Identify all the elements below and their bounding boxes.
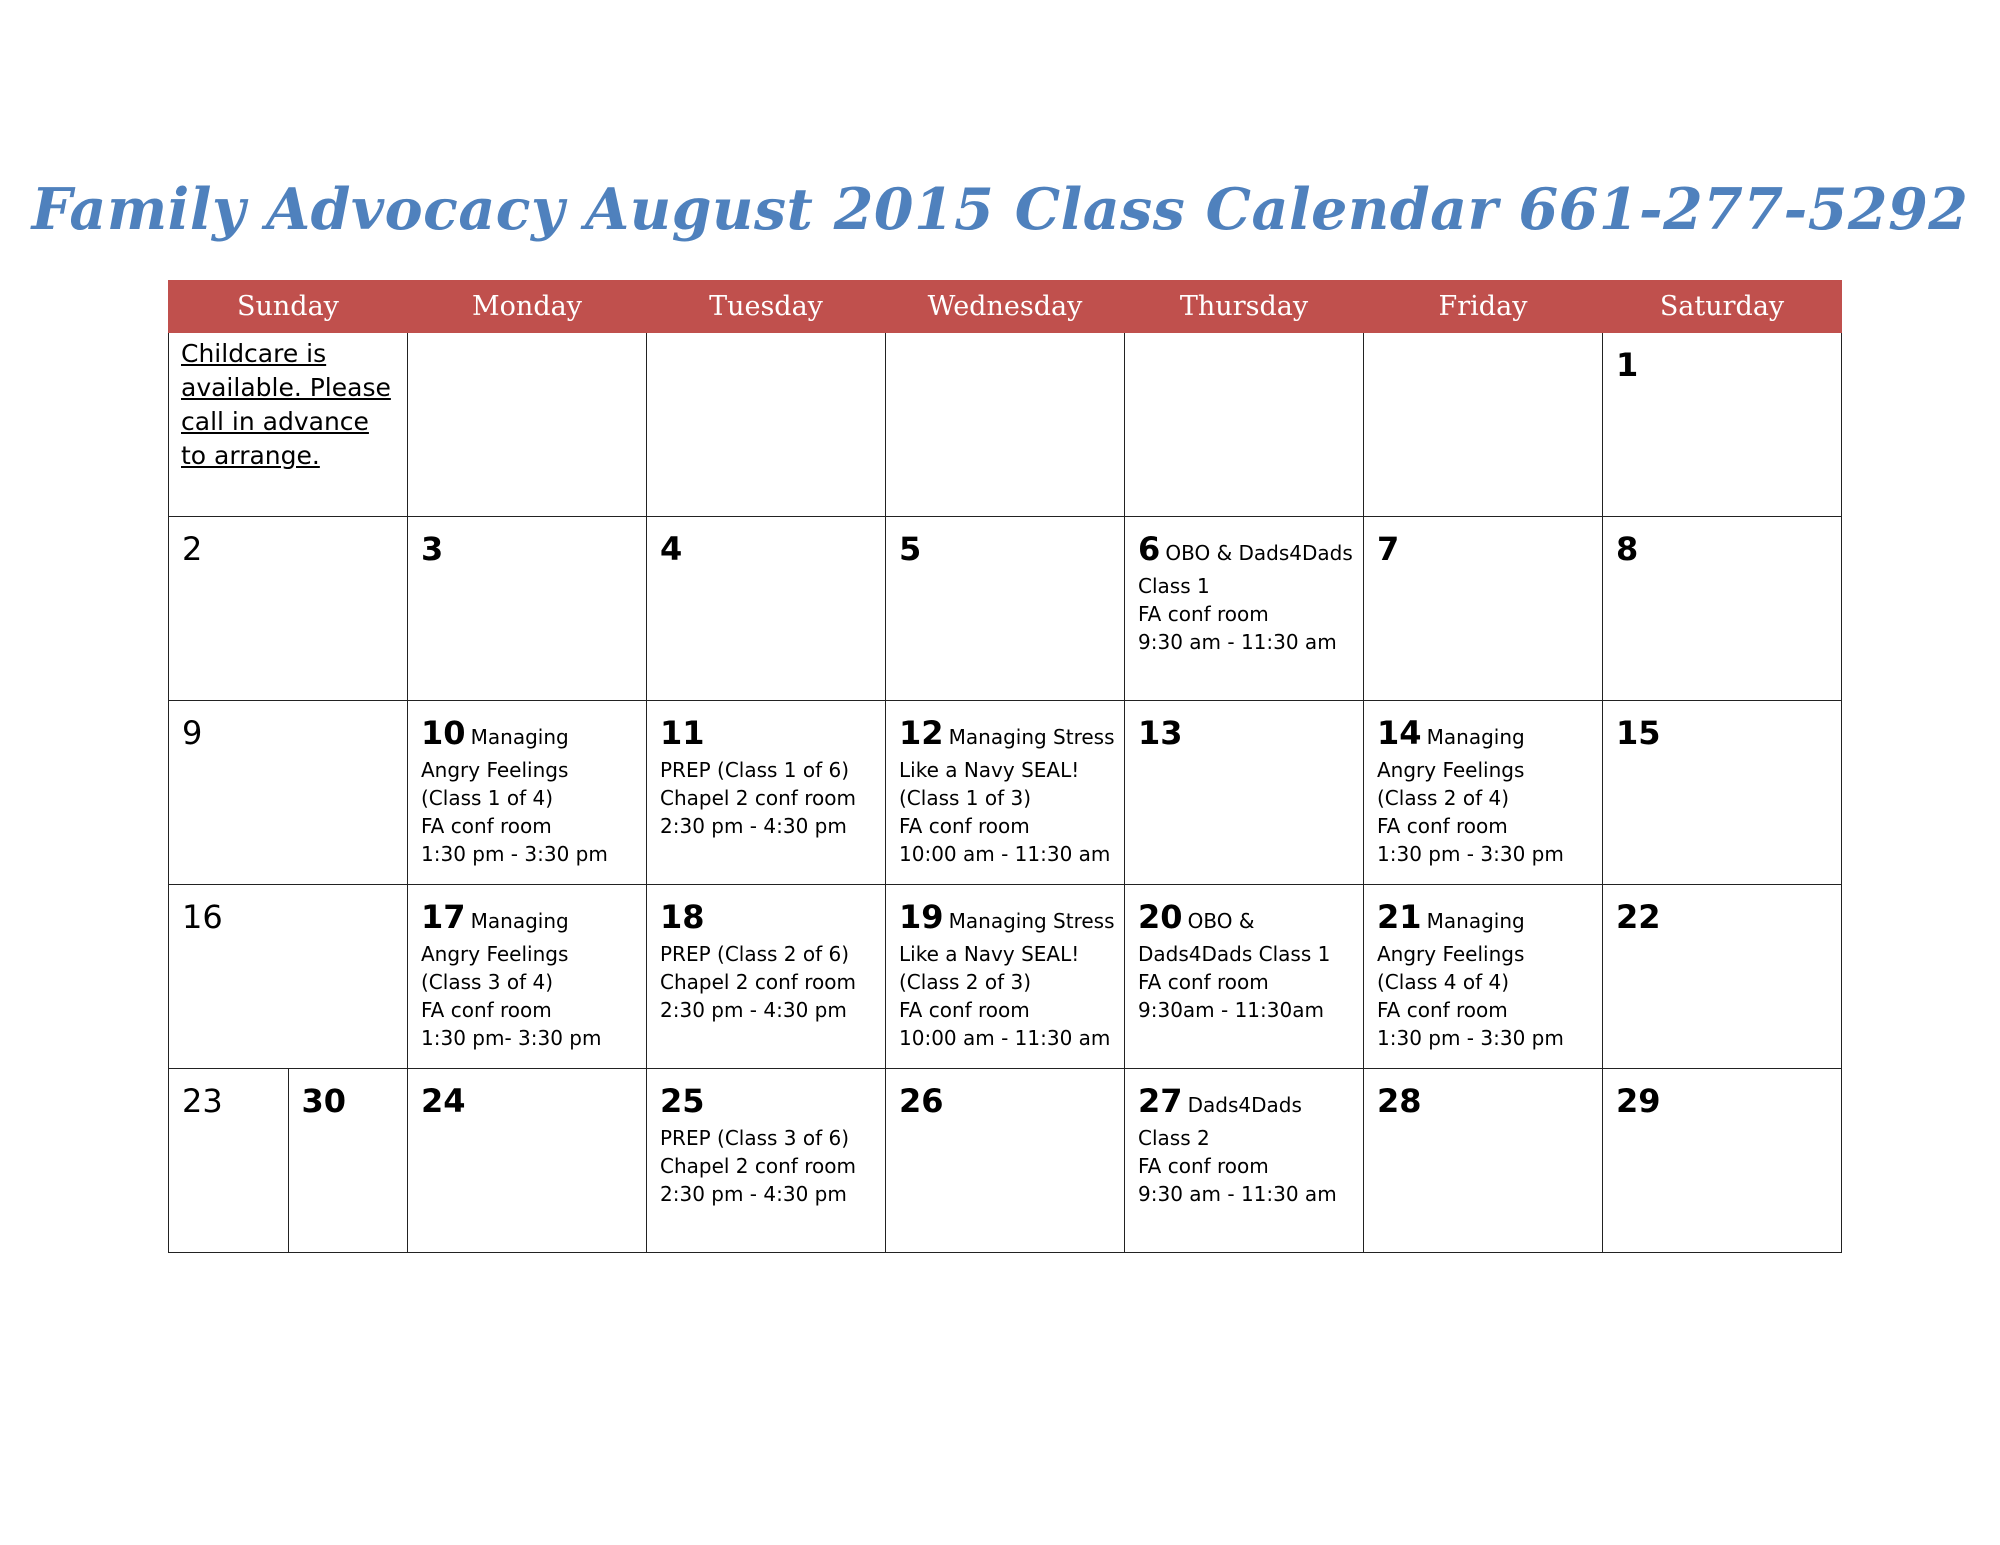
event-details	[1138, 572, 1351, 656]
day-number: 28	[1377, 1082, 1422, 1120]
day-number: 7	[1377, 530, 1400, 568]
event-detail-line: Angry Feelings	[421, 942, 569, 966]
event-details	[1138, 940, 1351, 1024]
event-detail-line: FA conf room	[421, 998, 552, 1022]
weekday-monday: Monday	[408, 281, 647, 333]
day-header	[660, 529, 873, 575]
day-header	[899, 1081, 1112, 1127]
event-detail-line: 2:30 pm - 4:30 pm	[660, 814, 847, 838]
day-cell	[288, 1069, 408, 1252]
weekday-thursday: Thursday	[1125, 281, 1364, 333]
empty-day-cell	[1364, 333, 1603, 517]
day-cell	[1364, 885, 1603, 1069]
event-detail-line: (Class 1 of 3)	[899, 786, 1032, 810]
event-title: Managing	[470, 909, 569, 933]
day-number: 9	[182, 714, 203, 752]
day-number: 14	[1377, 714, 1422, 752]
day-number: 1	[1616, 346, 1639, 384]
day-header	[1616, 529, 1829, 575]
day-cell	[169, 1069, 288, 1252]
childcare-note-cell	[169, 333, 408, 517]
empty-day-cell	[1125, 333, 1364, 517]
event-detail-line: (Class 2 of 3)	[899, 970, 1032, 994]
empty-day-cell	[647, 333, 886, 517]
event-title: Managing	[1426, 909, 1525, 933]
empty-day-cell	[886, 333, 1125, 517]
day-cell	[1603, 1069, 1842, 1253]
day-cell	[647, 1069, 886, 1253]
day-number: 17	[421, 898, 466, 936]
day-cell	[408, 701, 647, 885]
weekday-header-row	[169, 281, 1842, 333]
day-cell	[1125, 885, 1364, 1069]
event-detail-line: Chapel 2 conf room	[660, 786, 856, 810]
day-header	[302, 1081, 396, 1127]
day-header	[421, 529, 634, 575]
event-details	[660, 1124, 873, 1208]
day-number: 22	[1616, 898, 1661, 936]
day-header	[660, 1081, 873, 1127]
event-details	[899, 940, 1112, 1052]
event-detail-line: FA conf room	[1377, 998, 1508, 1022]
day-header	[1138, 529, 1351, 575]
day-cell	[1364, 1069, 1603, 1253]
day-header	[182, 713, 395, 759]
day-cell	[408, 1069, 647, 1253]
event-title: Managing Stress	[948, 909, 1115, 933]
event-detail-line: FA conf room	[899, 814, 1030, 838]
day-cell	[647, 517, 886, 701]
day-cell	[1603, 333, 1842, 517]
day-header	[1616, 345, 1829, 391]
day-number: 4	[660, 530, 683, 568]
event-detail-line: FA conf room	[1138, 970, 1269, 994]
weekday-friday: Friday	[1364, 281, 1603, 333]
event-detail-line: Dads4Dads Class 1	[1138, 942, 1331, 966]
day-number: 2	[182, 530, 203, 568]
event-detail-line: FA conf room	[899, 998, 1030, 1022]
day-cell	[886, 701, 1125, 885]
event-title: OBO & Dads4Dads	[1165, 541, 1353, 565]
day-number: 25	[660, 1082, 705, 1120]
event-detail-line: Chapel 2 conf room	[660, 970, 856, 994]
event-detail-line: 10:00 am - 11:30 am	[899, 842, 1111, 866]
day-number: 15	[1616, 714, 1661, 752]
day-cell	[886, 1069, 1125, 1253]
day-cell	[1364, 517, 1603, 701]
day-header	[1377, 529, 1590, 575]
event-detail-line: FA conf room	[421, 814, 552, 838]
day-header	[421, 897, 634, 943]
event-detail-line: Angry Feelings	[421, 758, 569, 782]
day-number: 23	[182, 1082, 223, 1120]
day-number: 10	[421, 714, 466, 752]
event-detail-line: Like a Navy SEAL!	[899, 758, 1080, 782]
day-cell	[169, 885, 408, 1069]
day-header	[899, 897, 1115, 943]
event-detail-line: FA conf room	[1138, 602, 1269, 626]
event-details	[421, 756, 634, 868]
day-header	[899, 529, 1112, 575]
day-header	[1138, 713, 1351, 759]
event-details	[1377, 940, 1590, 1052]
calendar-grid	[168, 280, 1842, 1253]
event-title: Managing	[1426, 725, 1525, 749]
weekday-saturday: Saturday	[1603, 281, 1842, 333]
day-cell	[1603, 885, 1842, 1069]
event-details	[1377, 756, 1590, 868]
day-number: 21	[1377, 898, 1422, 936]
event-detail-line: 10:00 am - 11:30 am	[899, 1026, 1111, 1050]
empty-day-cell	[408, 333, 647, 517]
day-header	[182, 529, 395, 575]
day-number: 16	[182, 898, 223, 936]
day-number: 12	[899, 714, 944, 752]
day-cell	[886, 517, 1125, 701]
week-row	[169, 885, 1842, 1069]
event-detail-line: 9:30am - 11:30am	[1138, 998, 1324, 1022]
day-cell	[647, 885, 886, 1069]
day-header	[1616, 897, 1829, 943]
event-detail-line: (Class 3 of 4)	[421, 970, 554, 994]
event-detail-line: Chapel 2 conf room	[660, 1154, 856, 1178]
event-detail-line: FA conf room	[1377, 814, 1508, 838]
event-detail-line: 9:30 am - 11:30 am	[1138, 630, 1337, 654]
event-detail-line: 9:30 am - 11:30 am	[1138, 1182, 1337, 1206]
event-detail-line: PREP (Class 3 of 6)	[660, 1126, 850, 1150]
day-number: 8	[1616, 530, 1639, 568]
event-title: Managing	[470, 725, 569, 749]
childcare-note: Childcare is available. Please call in advance to arrange.	[181, 339, 391, 470]
day-cell	[647, 701, 886, 885]
event-detail-line: 1:30 pm- 3:30 pm	[421, 1026, 602, 1050]
day-cell	[1125, 701, 1364, 885]
event-detail-line: (Class 2 of 4)	[1377, 786, 1510, 810]
day-number: 26	[899, 1082, 944, 1120]
day-header	[1138, 897, 1351, 943]
day-number: 27	[1138, 1082, 1183, 1120]
day-number: 13	[1138, 714, 1183, 752]
day-header	[1377, 897, 1590, 943]
day-header	[421, 713, 634, 759]
event-detail-line: PREP (Class 2 of 6)	[660, 942, 850, 966]
event-detail-line: (Class 4 of 4)	[1377, 970, 1510, 994]
event-details	[421, 940, 634, 1052]
event-detail-line: Class 1	[1138, 574, 1210, 598]
day-number: 19	[899, 898, 944, 936]
event-details	[1138, 1124, 1351, 1208]
day-number: 11	[660, 714, 705, 752]
day-header	[1616, 1081, 1829, 1127]
event-detail-line: Like a Navy SEAL!	[899, 942, 1080, 966]
day-cell	[408, 517, 647, 701]
week-row	[169, 333, 1842, 517]
page-title: Family Advocacy August 2015 Class Calendar 661-277-5292	[31, 176, 1969, 243]
event-detail-line: Class 2	[1138, 1126, 1210, 1150]
event-detail-line: (Class 1 of 4)	[421, 786, 554, 810]
day-cell	[1125, 1069, 1364, 1253]
day-cell	[1125, 517, 1364, 701]
weekday-sunday: Sunday	[169, 281, 408, 333]
event-detail-line: Angry Feelings	[1377, 942, 1525, 966]
weekday-wednesday: Wednesday	[886, 281, 1125, 333]
event-detail-line: 1:30 pm - 3:30 pm	[1377, 842, 1564, 866]
day-header	[660, 713, 873, 759]
day-number: 6	[1138, 530, 1161, 568]
day-header	[899, 713, 1115, 759]
event-detail-line: 1:30 pm - 3:30 pm	[1377, 1026, 1564, 1050]
event-detail-line: 1:30 pm - 3:30 pm	[421, 842, 608, 866]
day-cell	[1603, 701, 1842, 885]
event-detail-line: 2:30 pm - 4:30 pm	[660, 998, 847, 1022]
day-number: 24	[421, 1082, 466, 1120]
day-header	[182, 1081, 276, 1127]
day-number: 30	[301, 1082, 347, 1120]
event-details	[660, 756, 873, 840]
day-number: 18	[660, 898, 705, 936]
day-header	[1377, 713, 1590, 759]
day-cell	[408, 885, 647, 1069]
day-header	[421, 1081, 634, 1127]
day-number: 20	[1138, 898, 1183, 936]
week-row	[169, 701, 1842, 885]
split-sunday-cell	[169, 1069, 408, 1253]
event-detail-line: FA conf room	[1138, 1154, 1269, 1178]
week-row	[169, 1069, 1842, 1253]
day-number: 3	[421, 530, 444, 568]
event-detail-line: 2:30 pm - 4:30 pm	[660, 1182, 847, 1206]
week-row	[169, 517, 1842, 701]
day-number: 29	[1616, 1082, 1661, 1120]
day-header	[182, 897, 395, 943]
event-title: Dads4Dads	[1187, 1093, 1302, 1117]
day-cell	[1364, 701, 1603, 885]
day-cell	[886, 885, 1125, 1069]
weekday-tuesday: Tuesday	[647, 281, 886, 333]
day-header	[660, 897, 873, 943]
day-cell	[169, 517, 408, 701]
event-title: OBO &	[1187, 909, 1255, 933]
day-header	[1377, 1081, 1590, 1127]
day-cell	[169, 701, 408, 885]
event-details	[660, 940, 873, 1024]
day-number: 5	[899, 530, 922, 568]
event-detail-line: PREP (Class 1 of 6)	[660, 758, 850, 782]
day-header	[1616, 713, 1829, 759]
day-header	[1138, 1081, 1351, 1127]
event-detail-line: Angry Feelings	[1377, 758, 1525, 782]
day-cell	[1603, 517, 1842, 701]
event-details	[899, 756, 1112, 868]
event-title: Managing Stress	[948, 725, 1115, 749]
